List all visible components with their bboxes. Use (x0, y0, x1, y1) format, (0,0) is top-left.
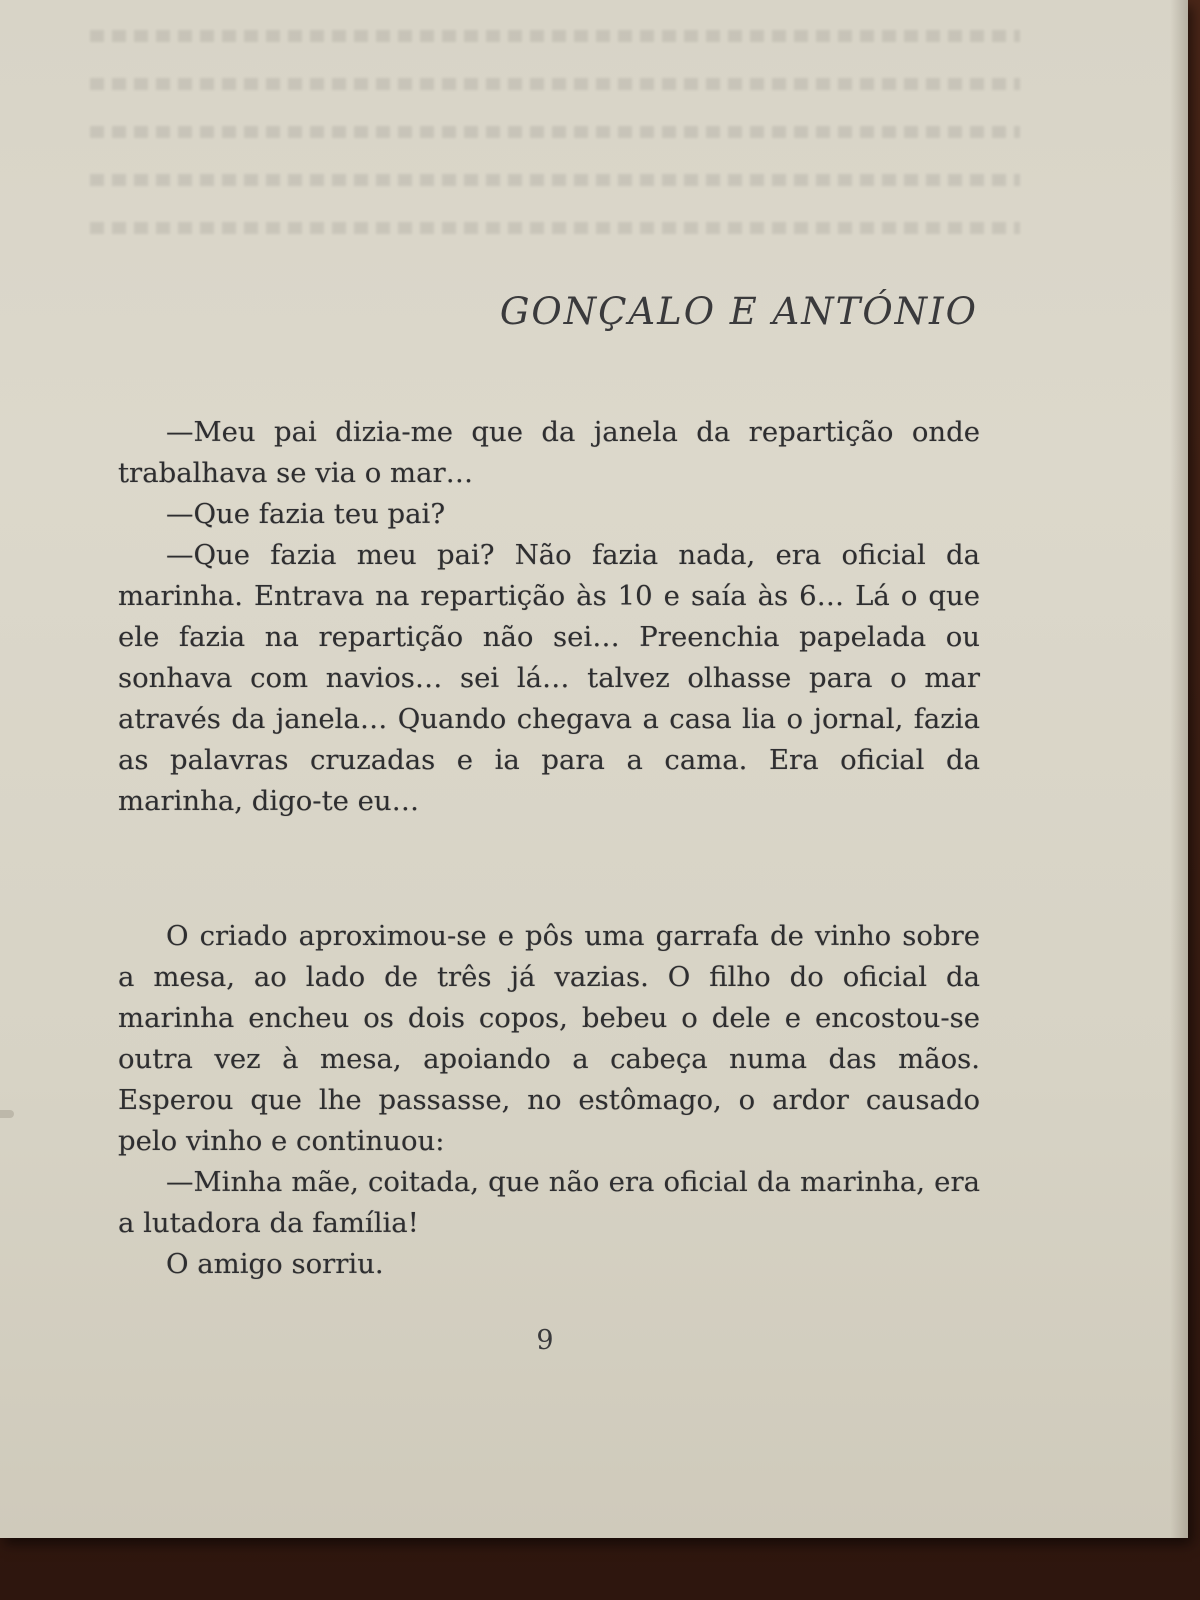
paragraph: —Que fazia meu pai? Não fazia nada, era oficial da marinha. Entrava na repartição às 10 e saía às 6… Lá o que ele fazia na repartição não sei… Preenchia papelada ou sonhava com navios… sei lá… talvez olhasse para o mar através da janela… Quando chegava a casa lia o jornal, fazia as palavras cruzadas e ia para a cama. Era oficial da marinha, digo-te eu… (118, 539, 980, 817)
page-number: 9 (536, 1325, 554, 1356)
dialogue-section (118, 412, 980, 822)
paragraph: —Minha mãe, coitada, que não era oficial da marinha, era a lutadora da família! (118, 1166, 980, 1239)
paragraph: —Meu pai dizia-me que da janela da repartição onde trabalhava se via o mar… (118, 416, 980, 489)
paragraph: O amigo sorriu. (166, 1248, 384, 1280)
page-edge-mark (0, 1110, 14, 1118)
narrative-section (118, 916, 980, 1285)
page-edge-shadow (1170, 0, 1188, 1538)
bleed-through-text (90, 30, 1020, 290)
chapter-title: GONÇALO E ANTÓNIO (499, 290, 978, 333)
paragraph: O criado aproximou-se e pôs uma garrafa de vinho sobre a mesa, ao lado de três já vazias. O filho do oficial da marinha encheu os dois copos, bebeu o dele e encostou-se outra vez à mesa, apoiando a cabeça numa das mãos. Esperou que lhe passasse, no estômago, o ardor causado pelo vinho e continuou: (118, 920, 980, 1157)
paragraph: —Que fazia teu pai? (166, 498, 446, 530)
